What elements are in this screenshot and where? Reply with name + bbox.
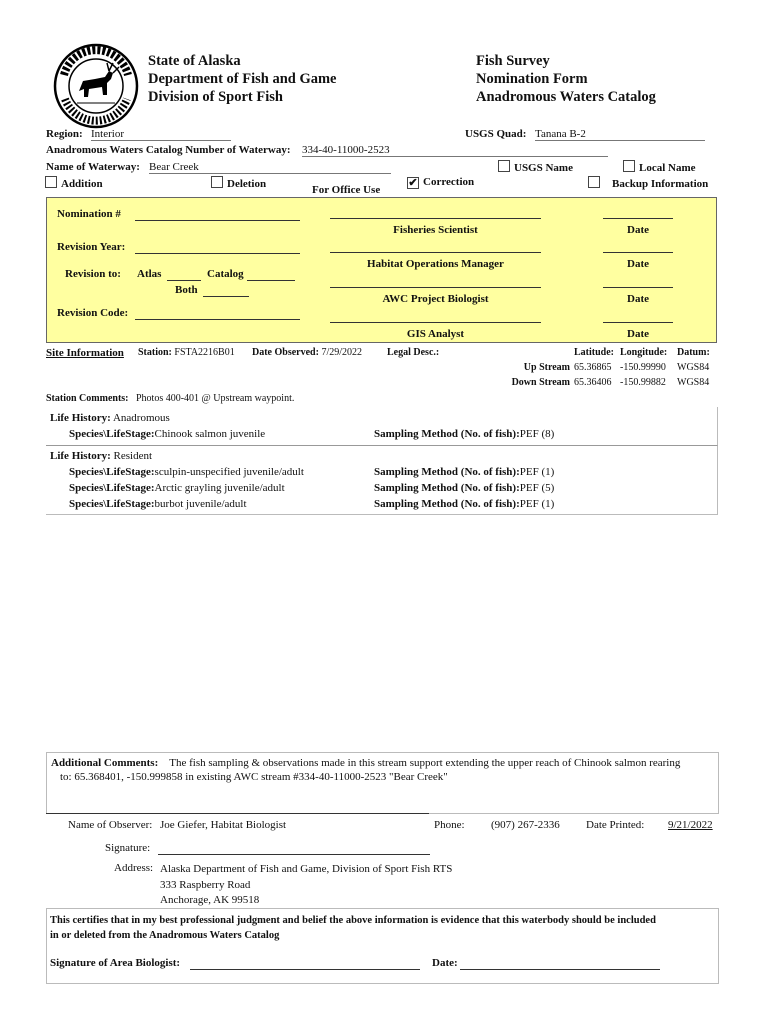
comments-text-2: to: 65.368401, -150.999858 in existing AWC stream #334-40-11000-2523 "Bear Creek": [60, 771, 448, 783]
header-form-name: Nomination Form: [476, 71, 588, 87]
observer-label: Name of Observer:: [68, 819, 153, 831]
waterway-label: Name of Waterway:: [46, 161, 140, 173]
datum-header: Datum:: [677, 347, 710, 358]
station-comments-label: Station Comments:: [46, 393, 129, 404]
region-field[interactable]: Interior: [91, 128, 231, 141]
backup-label: Backup Information: [612, 178, 709, 190]
signer-line[interactable]: [330, 322, 541, 323]
species-label: Species\LifeStage:: [69, 466, 155, 478]
station-comments-value: Photos 400-401 @ Upstream waypoint.: [136, 393, 295, 404]
signer-date-line[interactable]: [603, 287, 673, 288]
observer-value: Joe Giefer, Habitat Biologist: [160, 819, 287, 831]
method-label: Sampling Method (No. of fish):: [374, 498, 520, 510]
life-history-value: Anadromous: [112, 412, 170, 424]
station-comments: [46, 393, 294, 404]
signer-date-line[interactable]: [603, 322, 673, 323]
signer-date-label: Date: [627, 224, 649, 236]
species-row: [69, 498, 247, 510]
both-line[interactable]: [203, 296, 249, 297]
species-value: Chinook salmon juvenile: [154, 428, 266, 440]
header-catalog: Anadromous Waters Catalog: [476, 89, 656, 105]
awc-number-field[interactable]: 334-40-11000-2523: [302, 144, 608, 157]
both-label: Both: [175, 284, 198, 296]
method-label: Sampling Method (No. of fish):: [374, 482, 520, 494]
comments-line-1: [51, 757, 680, 769]
signer-fisheries-scientist: Fisheries Scientist: [393, 224, 478, 236]
form-header: [476, 52, 656, 106]
signer-date-line[interactable]: [603, 252, 673, 253]
life-history-row: [50, 412, 170, 424]
correction-option[interactable]: [407, 176, 474, 189]
revision-to-label: Revision to:: [65, 268, 121, 280]
life-history-value: Resident: [113, 450, 153, 462]
downstream-datum: WGS84: [677, 377, 710, 388]
certification-line-2: in or deleted from the Anadromous Waters Catalog: [50, 930, 280, 941]
adfg-seal: [53, 43, 139, 129]
backup-checkbox[interactable]: [588, 176, 600, 188]
site-information-heading: Site Information: [46, 347, 124, 359]
atlas-label: Atlas: [137, 268, 162, 280]
certification-date-line[interactable]: [460, 969, 660, 970]
species-value: Arctic grayling juvenile/adult: [154, 482, 285, 494]
awc-number-label: Anadromous Waters Catalog Number of Waterway:: [46, 144, 291, 156]
station-info: [138, 347, 235, 358]
signer-awc-biologist: AWC Project Biologist: [382, 293, 489, 305]
usgs-name-checkbox[interactable]: [498, 160, 510, 172]
date-printed-label: Date Printed:: [586, 819, 645, 831]
nomination-line[interactable]: [135, 220, 300, 221]
signer-date-label: Date: [627, 293, 649, 305]
addition-option[interactable]: [45, 176, 103, 190]
species-label: Species\LifeStage:: [69, 428, 155, 440]
upstream-label: Up Stream: [523, 362, 570, 373]
species-label: Species\LifeStage:: [69, 498, 155, 510]
revision-year-label: Revision Year:: [57, 241, 126, 253]
date-printed-value: 9/21/2022: [668, 819, 713, 831]
signature-line[interactable]: [158, 854, 430, 855]
usgs-name-label: USGS Name: [514, 162, 573, 174]
life-history-row: [50, 450, 152, 462]
addition-checkbox[interactable]: [45, 176, 57, 188]
certification-date-label: Date:: [432, 957, 458, 969]
phone-value: (907) 267-2336: [491, 819, 560, 831]
species-value: burbot juvenile/adult: [154, 498, 247, 510]
method-row: [374, 482, 554, 494]
species-row: [69, 482, 285, 494]
signer-habitat-manager: Habitat Operations Manager: [367, 258, 504, 270]
header-state: State of Alaska: [148, 53, 241, 69]
signer-line[interactable]: [330, 287, 541, 288]
header-survey: Fish Survey: [476, 53, 550, 69]
correction-checkbox[interactable]: ✔: [408, 177, 418, 189]
catalog-line[interactable]: [247, 280, 295, 281]
deletion-checkbox[interactable]: [211, 176, 223, 188]
address-line: 333 Raspberry Road: [160, 878, 251, 891]
upstream-latitude: 65.36865: [574, 362, 612, 373]
deletion-label: Deletion: [227, 178, 267, 190]
downstream-latitude: 65.36406: [574, 377, 612, 388]
signature-label: Signature:: [105, 842, 151, 854]
phone-label: Phone:: [434, 819, 465, 831]
method-value: PEF (1): [519, 498, 555, 510]
header-division: Division of Sport Fish: [148, 89, 283, 105]
office-use-title: For Office Use: [312, 184, 381, 196]
observer-line: [46, 813, 429, 814]
usgs-name-option[interactable]: [498, 160, 573, 174]
revision-code-line[interactable]: [135, 319, 300, 320]
date-observed-label: Date Observed:: [252, 347, 319, 358]
header-department: Department of Fish and Game: [148, 71, 337, 87]
area-biologist-signature-line[interactable]: [190, 969, 420, 970]
signer-date-label: Date: [627, 258, 649, 270]
date-observed: [252, 347, 362, 358]
nomination-label: Nomination #: [57, 208, 121, 220]
revision-year-line[interactable]: [135, 253, 300, 254]
latitude-header: Latitude:: [574, 347, 614, 358]
address-label: Address:: [114, 862, 154, 874]
waterway-field[interactable]: Bear Creek: [149, 161, 391, 174]
life-history-label: Life History:: [50, 412, 111, 424]
usgs-quad-field[interactable]: Tanana B-2: [535, 128, 705, 141]
backup-option[interactable]: [588, 176, 708, 190]
species-row: [69, 428, 265, 440]
correction-label: Correction: [423, 176, 475, 188]
signer-line[interactable]: [330, 252, 541, 253]
address-line: Anchorage, AK 99518: [160, 894, 260, 906]
method-value: PEF (8): [519, 428, 555, 440]
life-history-label: Life History:: [50, 450, 111, 462]
legal-desc-label: Legal Desc.:: [387, 347, 440, 358]
method-row: [374, 428, 554, 440]
comments-label: Additional Comments:: [51, 757, 159, 769]
agency-header: [148, 52, 337, 106]
local-name-option[interactable]: [623, 160, 696, 174]
region-label: Region:: [46, 128, 83, 140]
address-line: Alaska Department of Fish and Game, Division of Sport Fish RTS: [160, 863, 453, 875]
comments-text-1: The fish sampling & observations made in this stream support extending the upper reach of Chinook salmon rearing: [169, 757, 681, 769]
method-row: [374, 466, 554, 478]
office-use-box: [46, 197, 717, 343]
method-label: Sampling Method (No. of fish):: [374, 428, 520, 440]
catalog-label: Catalog: [207, 268, 244, 280]
signer-date-label: Date: [627, 328, 649, 340]
local-name-label: Local Name: [639, 162, 696, 174]
method-row: [374, 498, 554, 510]
signer-gis-analyst: GIS Analyst: [406, 328, 465, 340]
upstream-datum: WGS84: [677, 362, 710, 373]
downstream-longitude: -150.99882: [620, 377, 666, 388]
upstream-longitude: -150.99990: [620, 362, 666, 373]
certification-line-1: This certifies that in my best professional judgment and belief the above information is evidence that this waterbody should be included: [50, 915, 656, 926]
species-value: sculpin-unspecified juvenile/adult: [154, 466, 304, 478]
deletion-option[interactable]: [211, 176, 266, 190]
usgs-quad-label: USGS Quad:: [465, 128, 527, 140]
species-row: [69, 466, 304, 478]
longitude-header: Longitude:: [620, 347, 668, 358]
method-value: PEF (5): [519, 482, 555, 494]
downstream-label: Down Stream: [511, 377, 570, 388]
revision-code-label: Revision Code:: [57, 307, 129, 319]
signer-date-line[interactable]: [603, 218, 673, 219]
local-name-checkbox[interactable]: [623, 160, 635, 172]
station-value: FSTA2216B01: [174, 347, 235, 358]
signer-line[interactable]: [330, 218, 541, 219]
species-label: Species\LifeStage:: [69, 482, 155, 494]
station-label: Station:: [138, 347, 172, 358]
addition-label: Addition: [61, 178, 103, 190]
date-observed-value: 7/29/2022: [321, 347, 362, 358]
address-block: [160, 862, 452, 909]
method-value: PEF (1): [519, 466, 555, 478]
atlas-line[interactable]: [167, 280, 201, 281]
area-biologist-signature-label: Signature of Area Biologist:: [50, 957, 181, 969]
method-label: Sampling Method (No. of fish):: [374, 466, 520, 478]
